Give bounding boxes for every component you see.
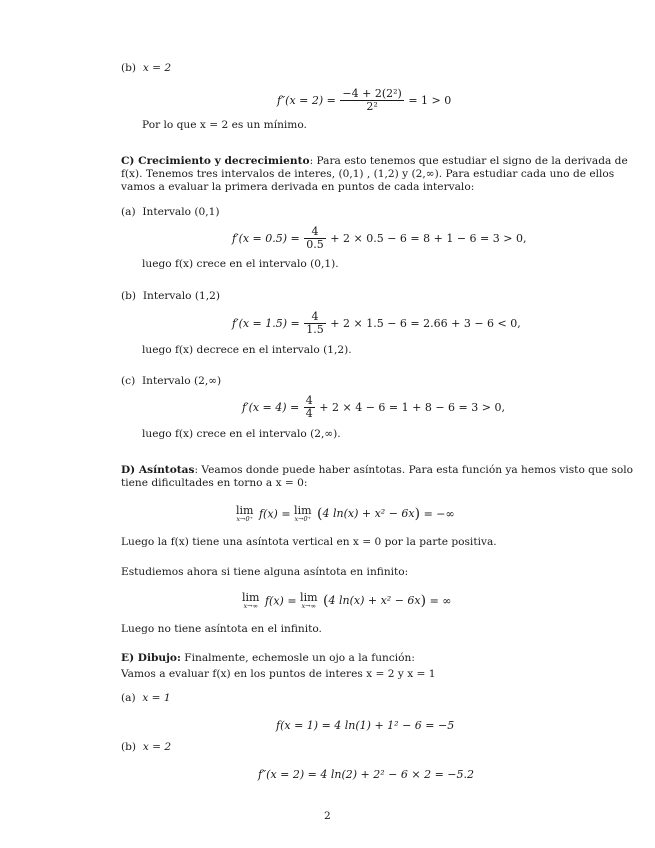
page-number: 2 <box>324 810 331 822</box>
section-c-line2: f(x). Tenemos tres intervalos de interes, (0,1) , (1,2) y (2,∞). Para estudiar cada uno de ellos <box>121 168 615 180</box>
limit-zero-equation: lim x→0⁺ f(x) = lim x→0⁺ (4 ln(x) + x² − 6x) = −∞ <box>236 504 455 523</box>
section-d-heading: D) Asíntotas <box>121 464 195 476</box>
infinity-asymptote-intro: Estudiemos ahora si tiene alguna asíntota en infinito: <box>121 566 409 578</box>
equation-second-derivative: f″(x = 2) = $\frac{\text{−4 + 2(2²)}}{\text{2²}}$ = 1 > 0 <box>277 87 452 113</box>
section-d-line2: tiene dificultades en torno a x = 0: <box>121 477 308 489</box>
section-c-line3: vamos a evaluar la primera derivada en puntos de cada intervalo: <box>121 181 475 193</box>
interval-c-result: luego f(x) crece en el intervalo (2,∞). <box>142 428 341 440</box>
section-e-line1: E) Dibujo: Finalmente, echemosle un ojo a la función: <box>121 652 415 664</box>
equation-interval-b: f′(x = 1.5) = $\frac{4}{1.5}$ + 2 × 1.5 − 6 = 2.66 + 3 − 6 < 0, <box>232 310 521 336</box>
interval-b-label: (b) Intervalo (1,2) <box>121 290 220 302</box>
item-label-b: (b) x = 2 <box>121 62 172 74</box>
vertical-asymptote-text: Luego la f(x) tiene una asíntota vertical en x = 0 por la parte positiva. <box>121 536 497 548</box>
section-e-heading: E) Dibujo: <box>121 652 181 664</box>
section-c-heading: C) Crecimiento y decrecimiento <box>121 155 310 167</box>
section-e-line2: Vamos a evaluar f(x) en los puntos de interes x = 2 y x = 1 <box>121 668 436 680</box>
equation-f-at-1: f(x = 1) = 4 ln(1) + 1² − 6 = −5 <box>276 719 455 732</box>
interval-b-result: luego f(x) decrece en el intervalo (1,2). <box>142 344 352 356</box>
equation-f-at-2: f″(x = 2) = 4 ln(2) + 2² − 6 × 2 = −5.2 <box>258 768 475 781</box>
limit-infinity-equation: lim x→∞ f(x) = lim x→∞ (4 ln(x) + x² − 6x) = ∞ <box>242 591 452 610</box>
e-item-a-label: (a) x = 1 <box>121 692 171 704</box>
section-c-line1: C) Crecimiento y decrecimiento: Para esto tenemos que estudiar el signo de la derivada de <box>121 155 628 167</box>
minimum-conclusion: Por lo que x = 2 es un mínimo. <box>142 119 307 131</box>
section-d-line1: D) Asíntotas: Veamos donde puede haber asíntotas. Para esta función ya hemos visto que solo <box>121 464 634 476</box>
equation-interval-a: f′(x = 0.5) = $\frac{4}{0.5}$ + 2 × 0.5 − 6 = 8 + 1 − 6 = 3 > 0, <box>232 225 527 251</box>
interval-a-result: luego f(x) crece en el intervalo (0,1). <box>142 258 339 270</box>
equation-interval-c: f′(x = 4) = $\frac{4}{4}$ + 2 × 4 − 6 = 1 + 8 − 6 = 3 > 0, <box>242 394 505 420</box>
no-infinity-asymptote-text: Luego no tiene asíntota en el infinito. <box>121 623 322 635</box>
interval-a-label: (a) Intervalo (0,1) <box>121 206 220 218</box>
interval-c-label: (c) Intervalo (2,∞) <box>121 375 222 387</box>
e-item-b-label: (b) x = 2 <box>121 741 172 753</box>
